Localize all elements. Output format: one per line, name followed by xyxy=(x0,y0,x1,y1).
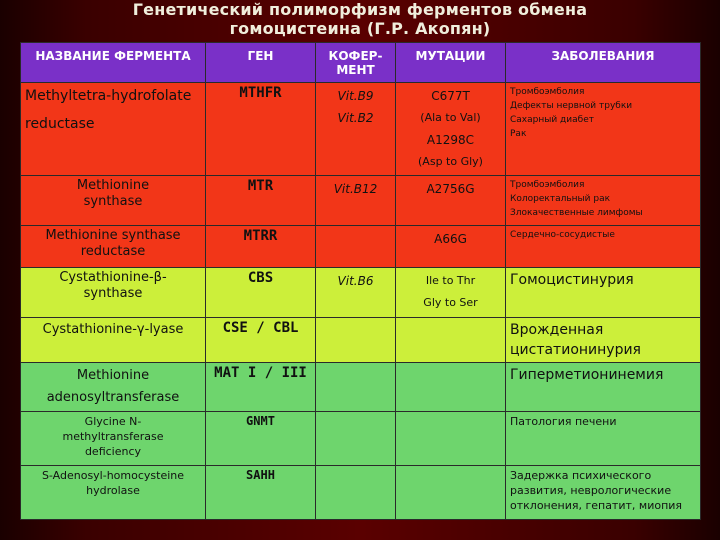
mutations: Ile to Thr Gly to Ser xyxy=(396,268,506,318)
diseases: Патология печени xyxy=(506,412,701,466)
enzyme-name: Cystathionine-γ-lyase xyxy=(21,318,206,363)
enzyme-name: Methionine adenosyltransferase xyxy=(21,363,206,412)
mutations: C677T (Ala to Val) A1298C (Asp to Gly) xyxy=(396,83,506,176)
mutations xyxy=(396,363,506,412)
gene-symbol: CSE / CBL xyxy=(206,318,316,363)
table-row xyxy=(21,176,701,226)
table-row xyxy=(21,83,701,176)
header-diseases: ЗАБОЛЕВАНИЯ xyxy=(506,43,701,83)
title-line-2: гомоцистеина (Г.Р. Акопян) xyxy=(229,19,491,38)
gene-symbol: MTR xyxy=(206,176,316,226)
mutations xyxy=(396,412,506,466)
diseases: Тромбоэмболия Колоректальный рак Злокачественные лимфомы xyxy=(506,176,701,226)
cofactor xyxy=(316,466,396,520)
enzyme-name: Glycine N- methyltransferase deficiency xyxy=(21,412,206,466)
enzyme-name: Methionine synthase reductase xyxy=(21,226,206,268)
header-enzyme: НАЗВАНИЕ ФЕРМЕНТА xyxy=(21,43,206,83)
header-gene: ГЕН xyxy=(206,43,316,83)
cofactor: Vit.B9 Vit.B2 xyxy=(316,83,396,176)
mutations xyxy=(396,466,506,520)
diseases: Сердечно-сосудистые xyxy=(506,226,701,268)
cofactor xyxy=(316,363,396,412)
mutations xyxy=(396,318,506,363)
enzyme-table xyxy=(20,42,701,520)
diseases: Тромбоэмболия Дефекты нервной трубки Сахарный диабет Рак xyxy=(506,83,701,176)
enzyme-name: Cystathionine-β- synthase xyxy=(21,268,206,318)
diseases: Гомоцистинурия xyxy=(506,268,701,318)
gene-symbol: MTRR xyxy=(206,226,316,268)
table-row xyxy=(21,363,701,412)
title-line-1: Генетический полиморфизм ферментов обмена xyxy=(132,0,588,19)
gene-symbol: CBS xyxy=(206,268,316,318)
enzyme-name: S-Adenosyl-homocysteine hydrolase xyxy=(21,466,206,520)
enzyme-name: Methionine synthase xyxy=(21,176,206,226)
table-row xyxy=(21,318,701,363)
mutations: A2756G xyxy=(396,176,506,226)
table-header-row xyxy=(21,43,701,83)
mutations: A66G xyxy=(396,226,506,268)
gene-symbol: MAT I / III xyxy=(206,363,316,412)
cofactor: Vit.B12 xyxy=(316,176,396,226)
header-mutations: МУТАЦИИ xyxy=(396,43,506,83)
diseases: Гиперметионинемия xyxy=(506,363,701,412)
table-row xyxy=(21,412,701,466)
enzyme-name: Methyltetra-hydrofolate reductase xyxy=(21,83,206,176)
cofactor xyxy=(316,226,396,268)
gene-symbol: GNMT xyxy=(206,412,316,466)
cofactor: Vit.B6 xyxy=(316,268,396,318)
header-cofactor: КОФЕР- МЕНТ xyxy=(316,43,396,83)
diseases: Задержка психического развития, неврологические отклонения, гепатит, миопия xyxy=(506,466,701,520)
diseases: Врожденная цистатионинурия xyxy=(506,318,701,363)
cofactor xyxy=(316,318,396,363)
gene-symbol: MTHFR xyxy=(206,83,316,176)
table-row xyxy=(21,466,701,520)
table-row xyxy=(21,226,701,268)
page-title xyxy=(0,0,720,38)
cofactor xyxy=(316,412,396,466)
gene-symbol: SAHH xyxy=(206,466,316,520)
table-row xyxy=(21,268,701,318)
